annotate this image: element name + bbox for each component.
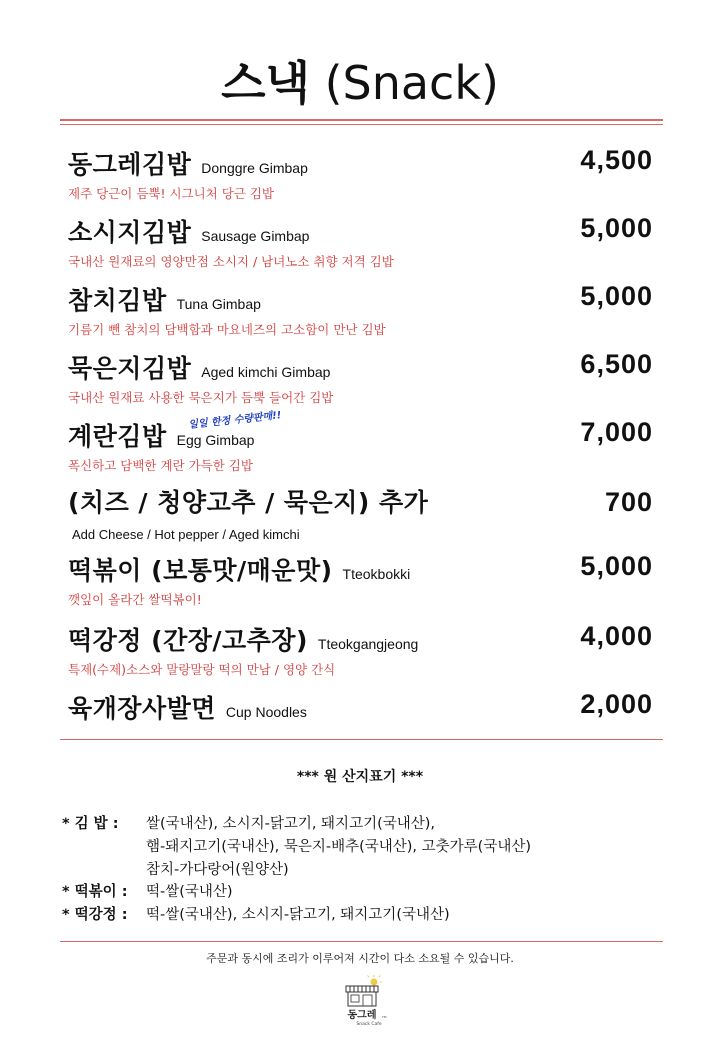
origin-tteokbokki <box>62 880 233 901</box>
origin-gimbap-line-2: 햄-돼지고기(국내산), 묵은지-배추(국내산), 고춧가루(국내산) <box>146 839 532 855</box>
item-english-name: Sausage Gimbap <box>201 228 310 244</box>
origin-title: *** 원 산지표기 *** <box>296 769 424 785</box>
logo-trademark: TM <box>382 1015 387 1019</box>
item-name: 동그레김밥 <box>68 150 192 179</box>
item-price: 5,000 <box>580 213 653 243</box>
menu-item-tteokgangjeong <box>68 621 653 678</box>
item-english-name: Aged kimchi Gimbap <box>201 364 331 380</box>
cooking-time-notice: 주문과 동시에 조리가 이루어져 시간이 다소 소요될 수 있습니다. <box>206 952 514 965</box>
limited-quantity-badge: 일일 한정 수량판매!! <box>187 410 282 431</box>
menu-bottom-divider <box>60 739 663 740</box>
menu-item-donggre-gimbap <box>68 145 653 202</box>
item-description: 국내산 원재료의 영양만점 소시지 / 남녀노소 취향 저격 김밥 <box>68 254 394 269</box>
item-price: 6,500 <box>580 349 653 379</box>
item-name: 떡볶이 (보통맛/매운맛) <box>68 556 333 585</box>
menu-item-tteokbokki <box>68 551 653 608</box>
menu-item-egg-gimbap <box>68 410 653 474</box>
logo-name: 동그레 <box>347 1010 377 1021</box>
origin-line: 떡-쌀(국내산) <box>146 884 233 900</box>
item-price: 7,000 <box>580 417 653 447</box>
donggre-logo <box>330 974 394 1030</box>
item-price: 700 <box>604 487 653 517</box>
item-price: 4,500 <box>580 145 653 175</box>
item-english-name: Tteokgangjeong <box>317 636 419 652</box>
sun-icon <box>368 975 383 986</box>
menu-item-add-on <box>68 483 653 542</box>
origin-gimbap-line-3: 참치-가다랑어(원양산) <box>146 862 289 878</box>
origin-label: * 김 밥 : <box>62 816 119 832</box>
item-price: 2,000 <box>580 689 653 719</box>
logo-subtitle: Snack Cafe <box>356 1022 382 1027</box>
origin-line: 떡-쌀(국내산), 소시지-닭고기, 돼지고기(국내산) <box>146 907 450 923</box>
cafe-shop-icon <box>346 986 378 1006</box>
item-english-name: Add Cheese / Hot pepper / Aged kimchi <box>72 527 300 542</box>
item-description: 국내산 원재료 사용한 묵은지가 듬뿍 들어간 김밥 <box>68 390 334 405</box>
item-english-name: Tteokbokki <box>342 566 411 582</box>
origin-label: * 떡볶이 : <box>62 884 128 900</box>
item-price: 5,000 <box>580 551 653 581</box>
origin-label: * 떡강정 : <box>62 907 128 923</box>
origin-line: 쌀(국내산), 소시지-닭고기, 돼지고기(국내산), <box>146 816 436 832</box>
top-divider <box>60 119 663 125</box>
origin-gimbap <box>62 812 435 833</box>
item-name: 소시지김밥 <box>68 218 192 247</box>
item-english-name: Tuna Gimbap <box>176 296 261 312</box>
page-title <box>0 55 720 111</box>
item-price: 4,000 <box>580 621 653 651</box>
menu-item-aged-kimchi-gimbap <box>68 349 653 406</box>
item-description: 깻잎이 올라간 쌀떡볶이! <box>68 592 202 607</box>
title-korean: 스낵 <box>221 56 310 110</box>
item-description: 제주 당근이 듬뿍! 시그니처 당근 김밥 <box>68 186 275 201</box>
item-english-name: Egg Gimbap <box>176 432 255 448</box>
item-description: 폭신하고 담백한 계란 가득한 김밥 <box>68 458 253 473</box>
item-description: 특제(수제)소스와 말랑말랑 떡의 만남 / 영양 간식 <box>68 662 336 677</box>
item-description: 기름기 뺀 참치의 담백함과 마요네즈의 고소함이 만난 김밥 <box>68 322 386 337</box>
item-price: 5,000 <box>580 281 653 311</box>
item-english-name: Cup Noodles <box>225 704 307 720</box>
item-name: 떡강정 (간장/고추장) <box>68 626 308 655</box>
item-english-name: Donggre Gimbap <box>201 160 308 176</box>
origin-bottom-divider <box>60 941 663 942</box>
item-name: 묵은지김밥 <box>68 354 192 383</box>
item-name: 참치김밥 <box>68 286 167 315</box>
menu-item-tuna-gimbap <box>68 281 653 338</box>
item-name: 계란김밥 <box>68 422 167 451</box>
origin-tteokgangjeong <box>62 903 450 924</box>
menu-item-sausage-gimbap <box>68 213 653 270</box>
menu-item-cup-noodles <box>68 689 653 725</box>
item-name: (치즈 / 청양고추 / 묵은지) 추가 <box>68 488 429 517</box>
title-english: (Snack) <box>324 56 499 110</box>
item-name: 육개장사발면 <box>68 694 216 723</box>
